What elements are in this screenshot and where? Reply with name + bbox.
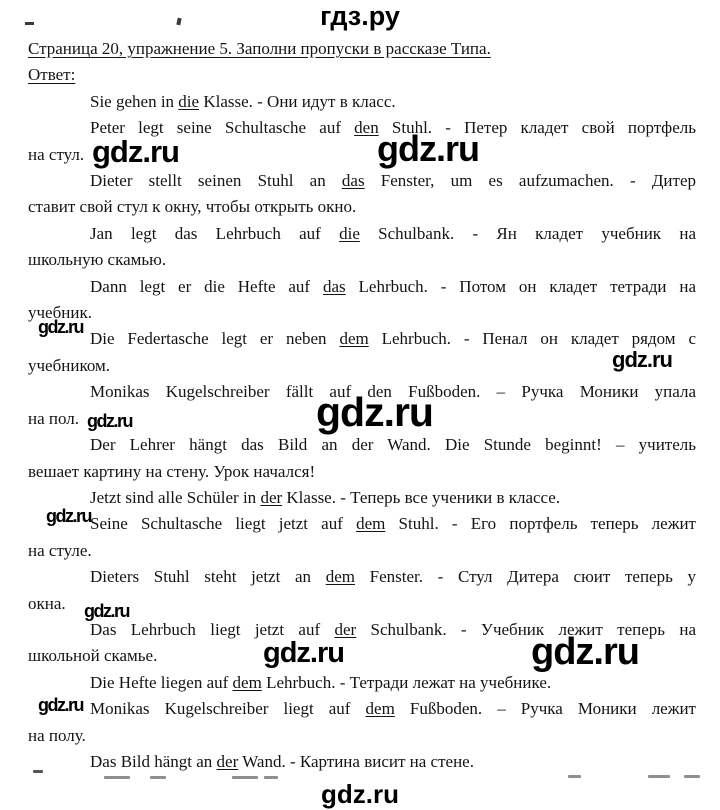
underlined-article: der xyxy=(334,619,357,639)
text-segment: Klasse. - Теперь все ученики в классе. xyxy=(282,487,561,507)
answer-line xyxy=(28,459,696,485)
text-segment: Die Federtasche legt er neben xyxy=(90,329,340,349)
watermark: gdz.ru xyxy=(531,631,639,673)
underlined-article: der xyxy=(260,487,283,507)
text-segment: Lehrbuch. - Тетради лежат на учебнике. xyxy=(261,672,552,692)
text-segment: Stuhl. - Его портфель теперь лежит xyxy=(385,514,696,534)
cutoff-line-fragment xyxy=(684,775,700,778)
text-segment: Stuhl. - Петер кладет свой портфель xyxy=(378,118,696,138)
underlined-article: dem xyxy=(365,699,395,719)
text-segment: на полу. xyxy=(28,725,86,745)
underlined-article: dem xyxy=(356,514,386,534)
text-segment: Wand. - Картина висит на стене. xyxy=(238,751,474,771)
watermark: gdz.ru xyxy=(84,601,129,621)
answer-line xyxy=(28,89,696,115)
answer-line xyxy=(28,564,696,590)
underlined-article: das xyxy=(322,276,346,296)
text-segment: Das Bild hängt an xyxy=(90,751,217,771)
answer-line xyxy=(28,300,696,326)
site-logo-footer[interactable]: gdz.ru xyxy=(321,779,399,809)
underlined-article: das xyxy=(341,171,365,191)
text-segment: учебник. xyxy=(28,303,92,323)
text-segment: Dieter stellt seinen Stuhl an xyxy=(90,171,342,191)
text-segment: на пол. xyxy=(28,408,79,428)
cutoff-line-fragment xyxy=(150,776,166,779)
text-segment: Dann legt er die Hefte auf xyxy=(90,276,323,296)
text-segment: Jan legt das Lehrbuch auf xyxy=(90,223,340,243)
text-segment: учебником. xyxy=(28,355,111,375)
answer-line xyxy=(28,670,696,696)
underlined-article: die xyxy=(339,223,360,243)
watermark: gdz.ru xyxy=(46,506,91,526)
cutoff-line-fragment xyxy=(264,776,278,779)
text-segment: вешает картину на стену. Урок начался! xyxy=(28,461,316,481)
underlined-article: dem xyxy=(339,329,369,349)
underlined-article: dem xyxy=(325,567,355,587)
text-segment: школьную скамью. xyxy=(28,250,167,270)
answer-line xyxy=(28,247,696,273)
text-segment: Peter legt seine Schultasche auf xyxy=(90,118,355,138)
text-segment: Klasse. - Они идут в класс. xyxy=(199,91,396,111)
answer-line xyxy=(28,723,696,749)
text-segment: Das Lehrbuch liegt jetzt auf xyxy=(90,619,335,639)
text-segment: Lehrbuch. - Пенал он кладет рядом с xyxy=(368,329,696,349)
cutoff-line-fragment xyxy=(648,775,670,778)
watermark: gdz.ru xyxy=(38,317,83,337)
answer-line xyxy=(28,749,696,775)
answer-line xyxy=(28,696,696,722)
answer-line xyxy=(28,485,696,511)
cutoff-line-fragment xyxy=(568,775,581,778)
text-segment: ставит свой стул к окну, чтобы открыть окно. xyxy=(28,197,357,217)
watermark: gdz.ru xyxy=(87,411,132,431)
text-segment: Jetzt sind alle Schüler in xyxy=(90,487,261,507)
text-segment: Schulbank. - Учебник лежит теперь на xyxy=(356,619,696,639)
answer-label: Ответ: xyxy=(28,65,76,85)
answer-line xyxy=(28,168,696,194)
text-segment: Seine Schultasche liegt jetzt auf xyxy=(90,514,357,534)
cutoff-line-fragment xyxy=(33,770,43,773)
text-segment: на стуле. xyxy=(28,540,92,560)
text-segment: Monikas Kugelschreiber fällt auf den Fußboden. – Ручка Моники упала xyxy=(90,382,696,402)
text-segment: школьной скамье. xyxy=(28,646,158,666)
cutoff-text-fragment xyxy=(25,22,34,25)
text-segment: Dieters Stuhl steht jetzt an xyxy=(90,567,326,587)
text-segment: Der Lehrer hängt das Bild an der Wand. Die Stunde beginnt! – учитель xyxy=(90,435,696,455)
answer-line xyxy=(28,274,696,300)
watermark: gdz.ru xyxy=(612,347,672,372)
answer-line xyxy=(28,194,696,220)
underlined-article: die xyxy=(178,91,200,111)
answer-line xyxy=(28,511,696,537)
underlined-article: den xyxy=(354,118,379,138)
watermark: gdz.ru xyxy=(263,637,344,669)
cutoff-line-fragment xyxy=(104,776,130,779)
answer-line xyxy=(28,432,696,458)
text-segment: Die Hefte liegen auf xyxy=(90,672,233,692)
text-segment: Fenster, um es aufzumachen. - Дитер xyxy=(364,171,696,191)
text-segment: Sie gehen in xyxy=(90,91,179,111)
watermark: gdz.ru xyxy=(92,134,179,169)
exercise-title: Страница 20, упражнение 5. Заполни пропуски в рассказе Типа. xyxy=(28,39,491,58)
text-segment: Schulbank. - Ян кладет учебник на xyxy=(359,223,696,243)
text-segment: окна. xyxy=(28,593,66,613)
text-segment: Fußboden. – Ручка Моники лежит xyxy=(394,699,696,719)
cutoff-line-fragment xyxy=(232,776,258,779)
underlined-article: der xyxy=(216,751,239,771)
watermark: gdz.ru xyxy=(38,695,83,715)
watermark: gdz.ru xyxy=(316,389,433,435)
text-segment: на стул. xyxy=(28,144,85,164)
watermark: gdz.ru xyxy=(377,128,479,169)
answer-line xyxy=(28,538,696,564)
answer-line xyxy=(28,353,696,379)
site-logo-header[interactable]: гдз.ру xyxy=(320,1,400,31)
text-segment: Monikas Kugelschreiber liegt auf xyxy=(90,699,366,719)
text-segment: Fenster. - Стул Дитера сюит теперь у xyxy=(354,567,696,587)
underlined-article: dem xyxy=(232,672,262,692)
answer-line xyxy=(28,221,696,247)
answer-line xyxy=(28,326,696,352)
text-segment: Lehrbuch. - Потом он кладет тетради на xyxy=(345,276,697,296)
